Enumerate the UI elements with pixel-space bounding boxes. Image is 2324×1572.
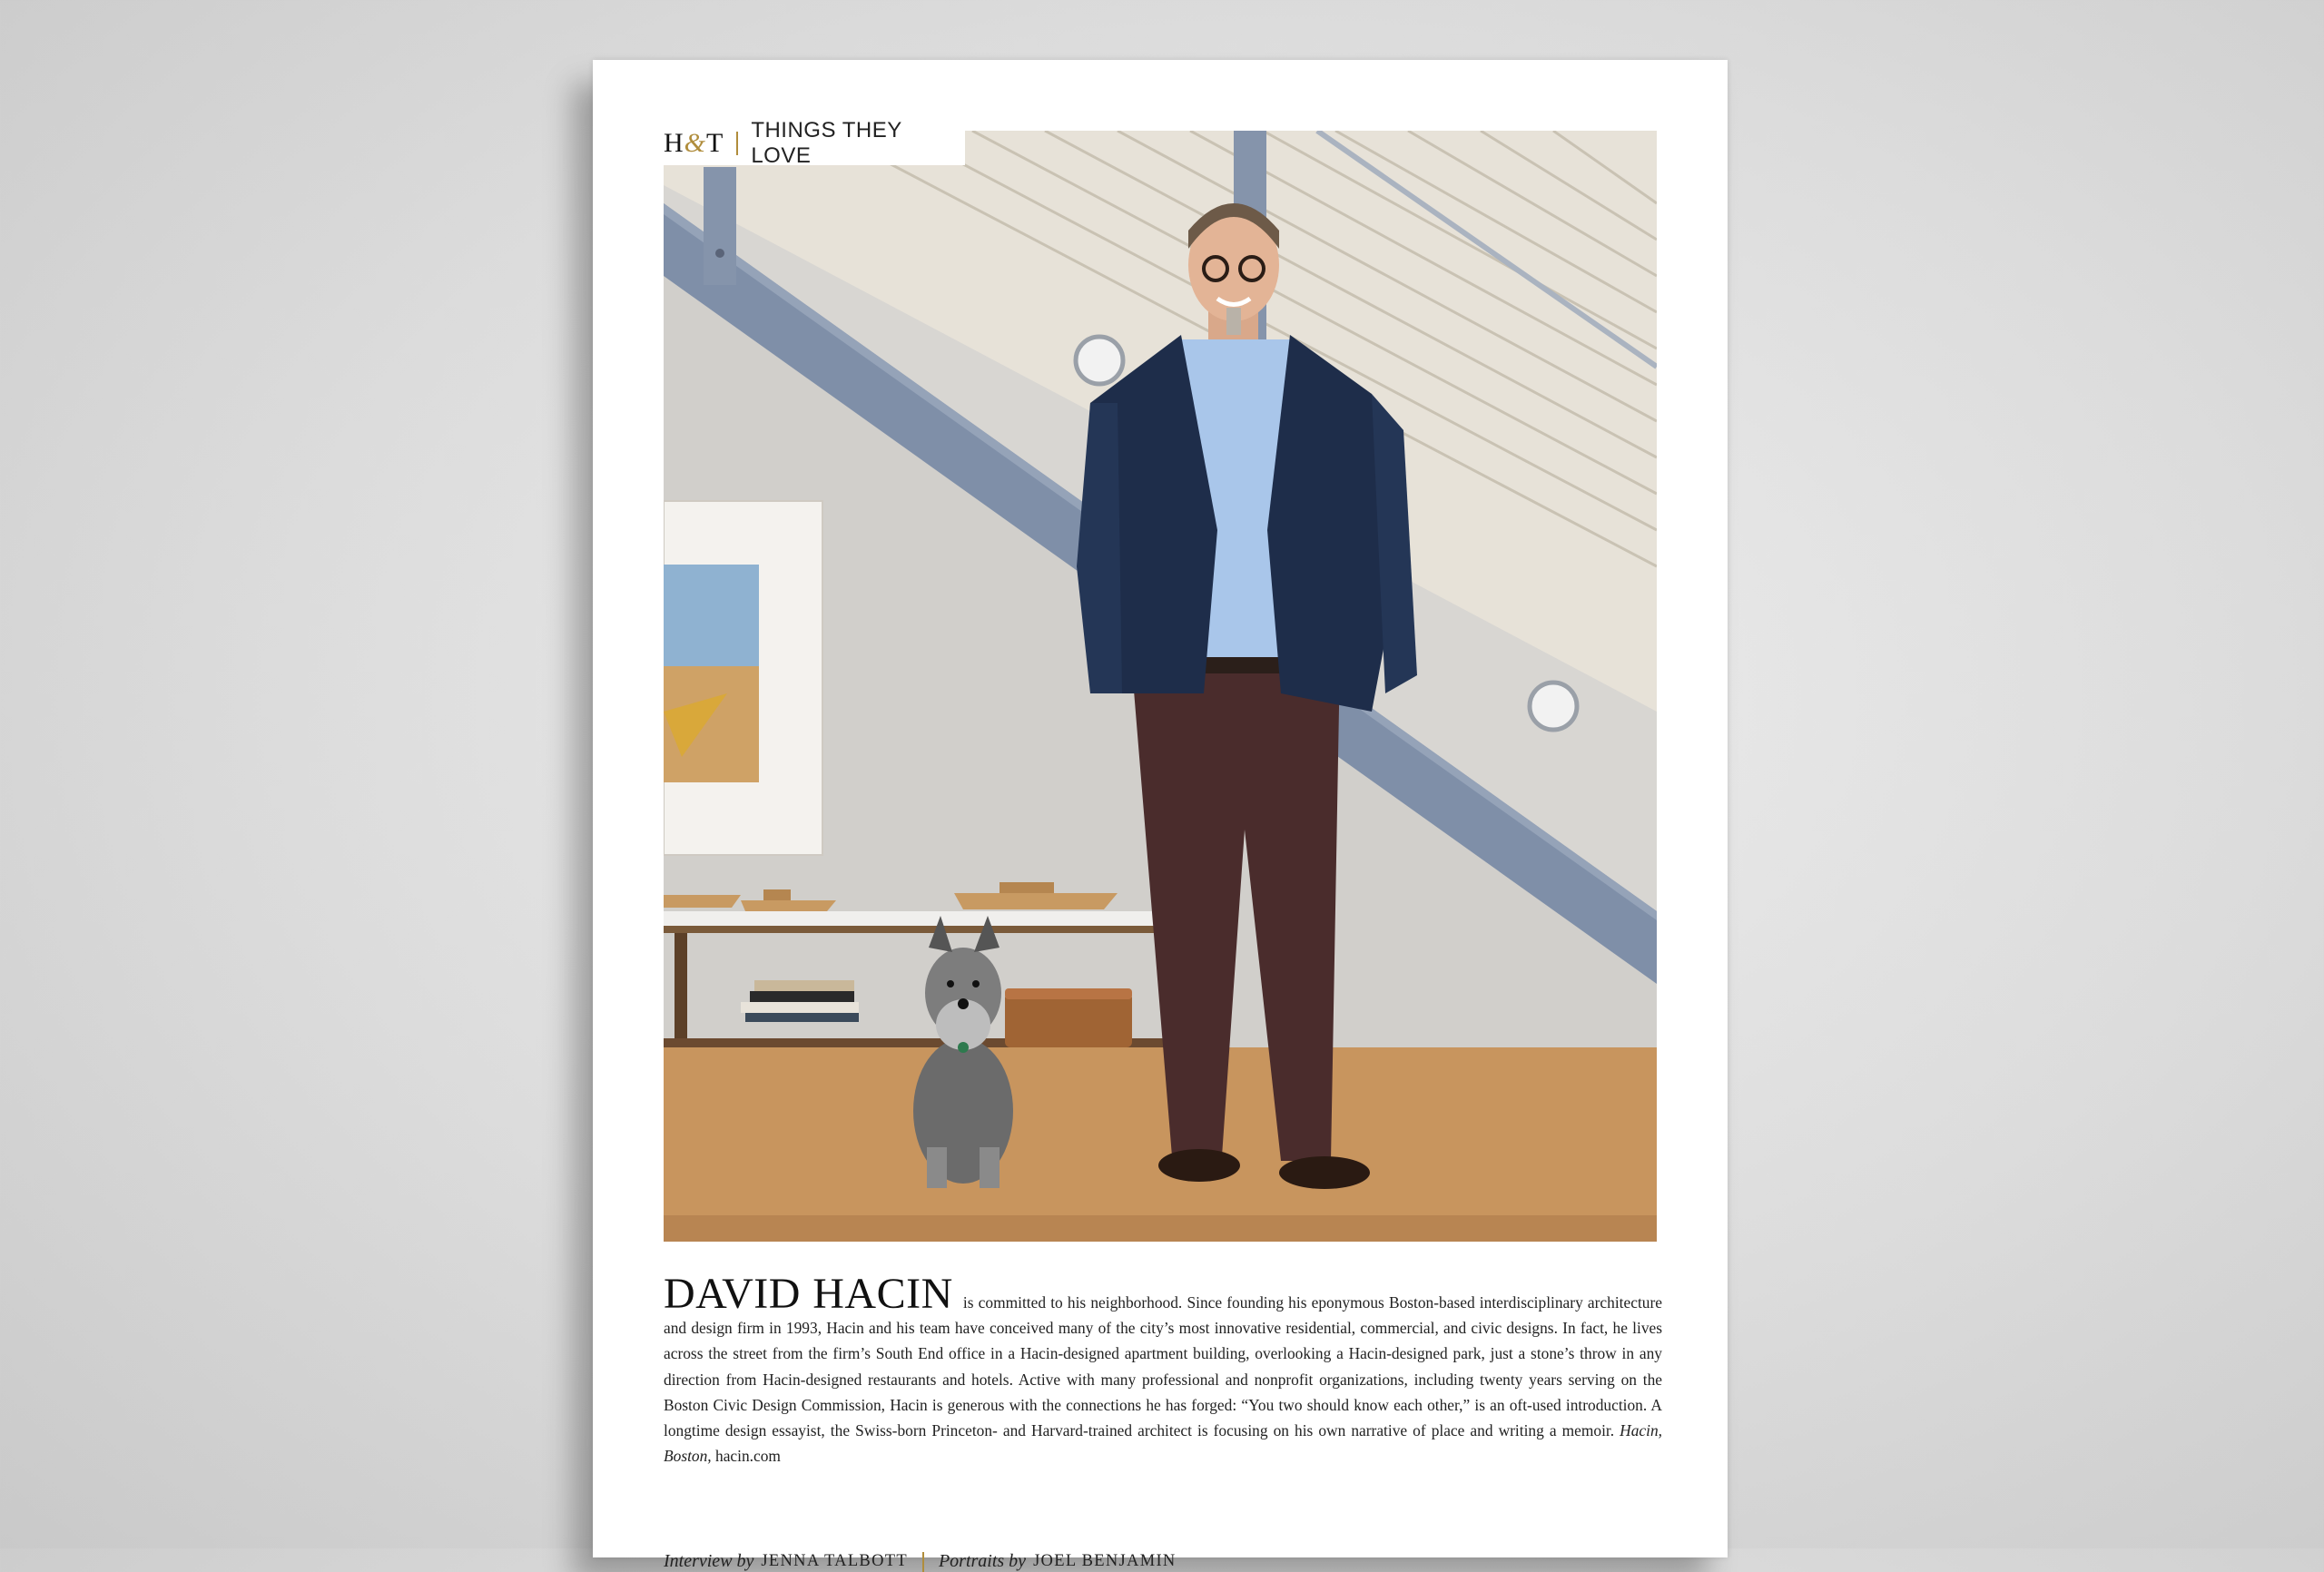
portraits-label: Portraits by	[938, 1551, 1027, 1571]
section-title: THINGS THEY LOVE	[751, 118, 902, 168]
header-divider	[736, 132, 738, 155]
article-location: Hacin, Boston,	[664, 1421, 1662, 1466]
credits-line	[664, 1551, 1177, 1572]
article-website: hacin.com	[715, 1447, 781, 1466]
portrait-photo	[664, 131, 1657, 1242]
interview-label: Interview by	[664, 1551, 754, 1571]
credits-divider	[922, 1552, 924, 1572]
article-body	[664, 1270, 1662, 1469]
publication-logo: H&T	[664, 128, 724, 158]
interviewer-name: JENNA TALBOTT	[761, 1552, 908, 1570]
photographer-name: JOEL BENJAMIN	[1033, 1552, 1177, 1570]
article-text: is committed to his neighborhood. Since founding his eponymous Boston-based interdisciplinary architecture and design firm in 1993, Hacin and his team have conceived many of the city’s most innovative residential, commercial, and civic designs. In fact, he lives across the street from the firm’s South End office in a Hacin-designed apartment building, overlooking a Hacin-designed park, just a stone’s throw in any direction from Hacin-designed restaurants and hotels. Active with many professional and nonprofit organizations, including twenty years serving on the Boston Civic Design Commission, Hacin is generous with the connections he has forged: “You two should know each other,” is an oft-used introduction. A longtime design essayist, the Swiss-born Princeton- and Harvard-trained architect is focusing on his own narrative of place and writing a memoir.	[664, 1293, 1662, 1440]
magazine-page	[593, 60, 1728, 1571]
section-header	[593, 118, 965, 168]
subject-name: DAVID HACIN	[664, 1270, 953, 1318]
portrait-illustration	[664, 131, 1657, 1242]
